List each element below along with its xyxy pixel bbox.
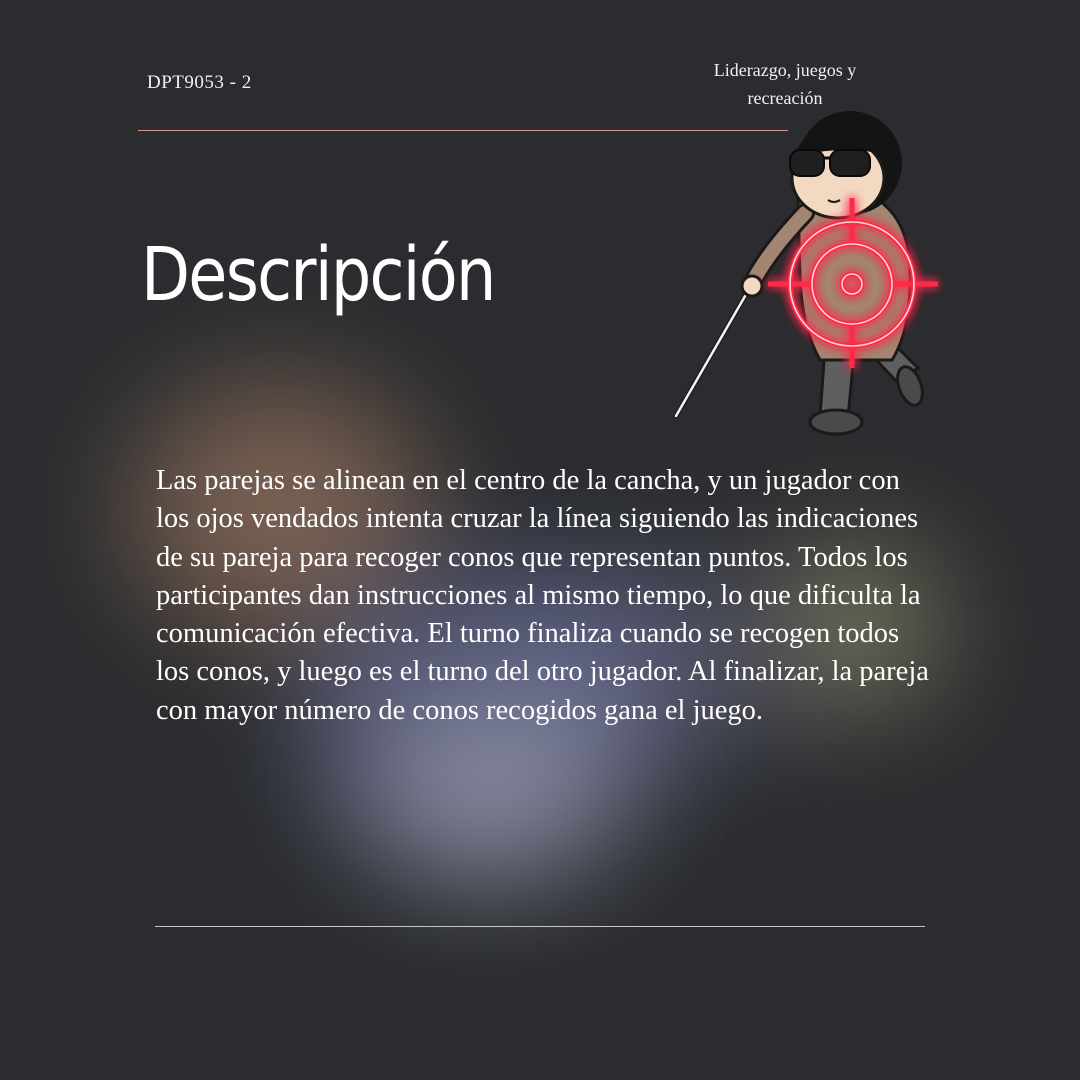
footer-divider <box>155 926 925 927</box>
course-title: Liderazgo, juegos y recreación <box>713 60 857 108</box>
page-title: Descripción <box>141 232 495 318</box>
course-code: DPT9053 - 2 <box>147 72 252 93</box>
description-text: Las parejas se alinean en el centro de la cancha, y un jugador con los ojos vendados intenta cruzar la línea siguiendo las indicaciones de su pareja para recoger conos que representan puntos. Todos los participantes dan instrucciones al mismo tiempo, lo que dificulta la comunicación efectiva. El turno finaliza cuando se recogen todos los conos, y luego es el turno del otro jugador. Al finalizar, la pareja con mayor número de conos recogidos gana el juego. <box>156 465 929 726</box>
blind-person-with-cane-icon <box>660 98 960 443</box>
